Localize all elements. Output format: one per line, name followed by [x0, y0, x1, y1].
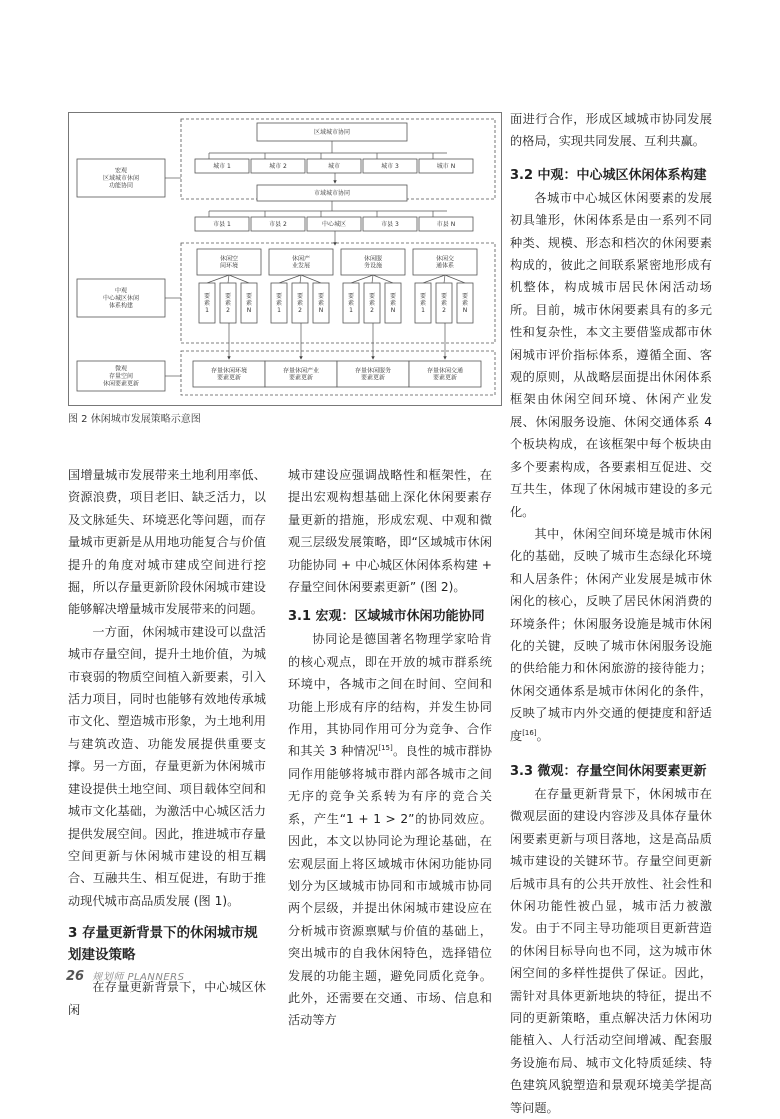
- section-heading-3-2: 3.2 中观：中心城区休闲体系构建: [510, 167, 707, 183]
- region-collab-box-label: 区域城市协同: [313, 129, 351, 137]
- city-box-3-label: 城市: [327, 162, 341, 170]
- county-box-2-label: 市县 2: [269, 220, 287, 228]
- figure-caption: 图 2 休闲城市发展策略示意图: [68, 414, 201, 425]
- element-box-1-3-label: 要素 N: [245, 292, 253, 314]
- paragraph: 在存量更新背景下，中心城区休闲: [68, 980, 266, 1017]
- system-box-2-label: 休闲产业发展: [291, 255, 311, 270]
- element-box-3-1-label: 要素 1: [347, 292, 355, 314]
- section-heading-3-3: 3.3 微观：存量空间休闲要素更新: [510, 763, 707, 779]
- citation-15[interactable]: [15]: [378, 744, 393, 753]
- system-box-3-label: 休闲服务设施: [363, 255, 383, 270]
- paragraph: 国增量城市发展带来土地利用率低、资源浪费，项目老旧、缺乏活力，以及文脉延失、环境恶化等问题，而存量城市更新是从用地功能复合与价值提升的角度对城市建成空间进行挖掘，所以存量更新阶段休闲城市建设能够解决增量城市发展带来的问题。: [68, 468, 266, 617]
- paragraph: [510, 523, 712, 747]
- element-box-3-2-label: 要素 2: [368, 292, 376, 314]
- paragraph: 面进行合作，形成区域城市协同发展的格局，实现共同发展、互利共赢。: [510, 112, 712, 149]
- update-box-2-label: 存量休闲产业要素更新: [282, 367, 320, 382]
- element-box-4-1-label: 要素 1: [419, 292, 427, 314]
- text-column-1: [68, 464, 266, 1021]
- paragraph: [288, 628, 492, 1031]
- section-heading-3-1: 3.1 宏观：区域城市休闲功能协同: [288, 609, 485, 625]
- element-box-2-3-label: 要素 N: [317, 292, 325, 314]
- magazine-name: 规划师 PLANNERS: [92, 972, 185, 983]
- paragraph-text: 。: [536, 728, 549, 743]
- element-box-4-3-label: 要素 N: [461, 292, 469, 314]
- system-box-1-label: 休闲空间环境: [219, 255, 239, 270]
- element-box-1-2-label: 要素 2: [224, 292, 232, 314]
- section-heading-3: 3 存量更新背景下的休闲城市规划建设策略: [68, 925, 258, 964]
- update-box-4-label: 存量休闲交通要素更新: [426, 367, 464, 382]
- city-box-1-label: 城市 1: [213, 162, 231, 170]
- page-number: 26: [66, 969, 85, 984]
- county-box-3-label: 中心城区: [321, 220, 347, 228]
- strategy-diagram: [68, 112, 502, 406]
- element-box-2-2-label: 要素 2: [296, 292, 304, 314]
- paragraph: 各城市中心城区休闲要素的发展初具雏形，休闲体系是由一系列不同种类、规模、形态和档次的休闲要素构成的，彼此之间联系紧密地形成有机整体，构成城市居民休闲活动场所。目前，城市休闲要素具有的多元性和复杂性，本文主要借鉴成都市休闲城市评价指标体系，遵循全面、客观的原则，从战略层面提出休闲体系框架由休闲空间环境、休闲产业发展、休闲服务设施、休闲交通体系 4 个板块构成，在该框架中每个板块由多个要素构成，各要素相互促进、交互共生，体现了休闲城市建设的多元化。: [510, 190, 712, 519]
- county-box-5-label: 市县 N: [436, 220, 456, 228]
- county-box-4-label: 市县 3: [381, 220, 399, 228]
- paragraph: 城市建设应强调战略性和框架性，在提出宏观构想基础上深化休闲要素存量更新的措施，形成宏观、中观和微观三层级发展策略，即“区域城市休闲功能协同 + 中心城区休闲体系构建 + 存量空间休闲要素更新” (图 2)。: [288, 468, 492, 595]
- city-box-4-label: 城市 3: [381, 162, 399, 170]
- update-box-3-label: 存量休闲服务要素更新: [354, 367, 392, 382]
- element-box-1-1-label: 要素 1: [203, 292, 211, 314]
- citation-16[interactable]: [16]: [522, 728, 537, 737]
- element-box-2-1-label: 要素 1: [275, 292, 283, 314]
- paragraph-text: 其中，休闲空间环境是城市休闲化的基础，反映了城市生态绿化环境和人居条件；休闲产业发展是城市休闲化的核心，反映了居民休闲消费的环境条件；休闲服务设施是城市休闲化的关键，反映了城市休闲服务设施的供给能力和休闲旅游的接待能力；休闲交通体系是城市休闲化的条件，反映了城市内外交通的便捷度和舒适度: [510, 526, 712, 743]
- city-box-2-label: 城市 2: [269, 162, 287, 170]
- system-box-4-label: 休闲交通体系: [435, 255, 455, 270]
- page-footer: [66, 968, 184, 984]
- paragraph: 在存量更新背景下，休闲城市在微观层面的建设内容涉及具体存量休闲要素更新与项目落地，这是高品质城市建设的关键环节。存量空间更新后城市具有的公共开放性、社会性和休闲功能性被凸显，城市活力被激发。由于不同主导功能项目更新营造的休闲目标导向也不同，这为城市休闲空间的多样性提供了保证。因此，需针对具体更新地块的特征，提出不同的更新策略，重点解决活力休闲功能植入、人行活动空间增减、配套服务设施布局、城市文化特质延续、特色建筑风貌塑造和景观环境美学提高等问题。: [510, 786, 712, 1115]
- level-micro-label: 微观存量空间休闲要素更新: [102, 365, 140, 388]
- level-meso-label: 中观中心城区休闲体系构建: [102, 287, 140, 310]
- city-box-5-label: 城市 N: [436, 162, 456, 170]
- update-box-1-label: 存量休闲环境要素更新: [210, 367, 248, 382]
- element-box-4-2-label: 要素 2: [440, 292, 448, 314]
- paragraph-text: 。良性的城市群协同作用能够将城市群内部各城市之间无序的竞争关系转为有序的竞合关系，产生“1 + 1 > 2”的协同效应。因此，本文以协同论为理论基础，在宏观层面上将区域城市休闲功能协同划分为区域城市协同和市域城市协同两个层级，并提出休闲城市建设应在分析城市资源禀赋与价值的基础上，突出城市的自我休闲特色，选择错位发展的功能主题，避免同质化竞争。此外，还需要在交通、市场、信息和活动等方: [288, 744, 492, 1028]
- paragraph-text: 协同论是德国著名物理学家哈肯的核心观点，即在开放的城市群系统环境中，各城市之间在时间、空间和功能上形成有序的结构，并发生协同作用，其协同作用可分为竞争、合作和其关 3 种情况: [288, 632, 492, 759]
- city-collab-box-label: 市域城市协同: [313, 190, 351, 198]
- paragraph: 一方面，休闲城市建设可以盘活城市存量空间，提升土地价值，为城市衰弱的物质空间植入新要素，引入活力项目，同时也能够有效地传承城市文化、塑造城市形象，为土地利用与建筑改造、功能发展提供重要支撑。另一方面，存量更新为休闲城市建设提供土地空间、项目载体空间和城市文化基础，为激活中心城区活力提供发展空间。因此，推进城市存量空间更新与休闲城市建设的相互耦合、互融共生、相互促进，有助于推动现代城市高品质发展 (图 1)。: [68, 624, 266, 908]
- text-column-3: [510, 108, 712, 1119]
- county-box-1-label: 市县 1: [213, 220, 231, 228]
- element-box-3-3-label: 要素 N: [389, 292, 397, 314]
- level-macro-label: 宏观区域城市休闲功能协同: [102, 167, 140, 190]
- text-column-2: [288, 464, 492, 1032]
- diagram-canvas: [69, 113, 501, 405]
